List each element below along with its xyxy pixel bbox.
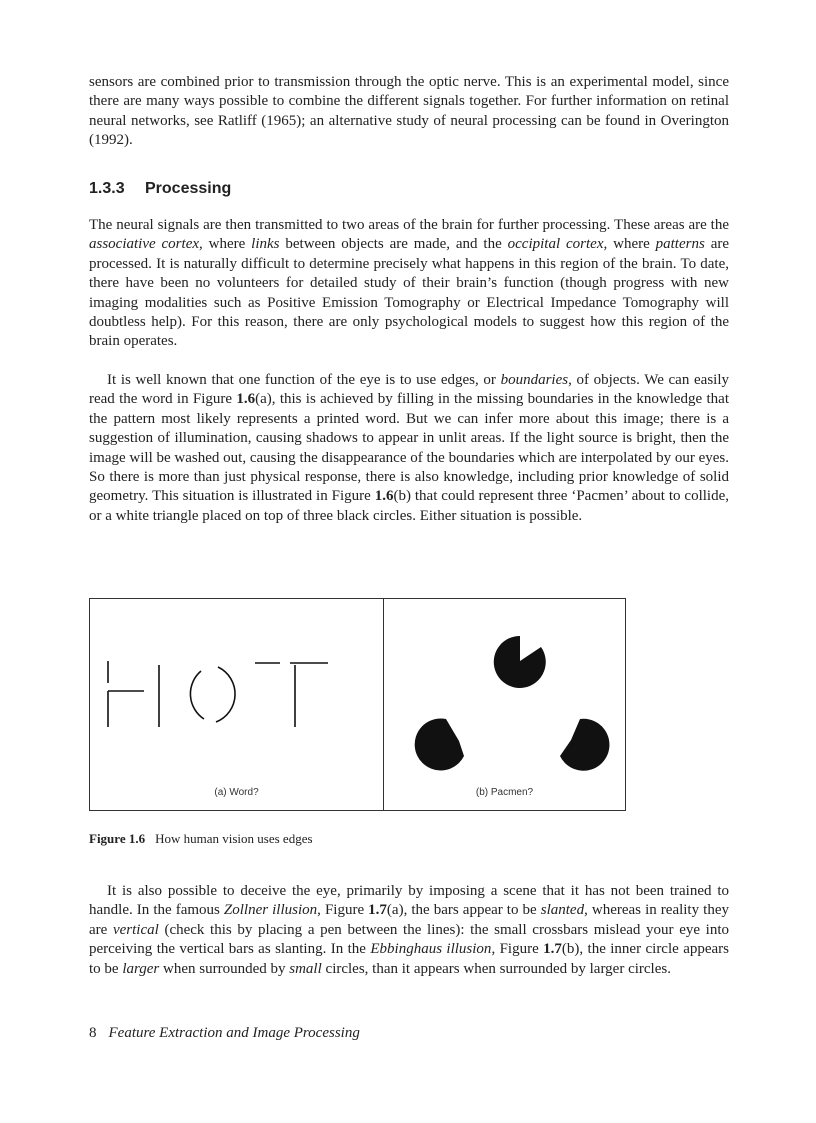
page-number: 8 xyxy=(89,1025,97,1041)
paragraph-processing: The neural signals are then transmitted to two areas of the brain for further processing. These areas are the associative cortex, where links between objects are made, and the occipital cortex, where patterns are processed. It is naturally difficult to determine precisely what happens in this region of the brain. To date, there have been no volunteers for detailed study of their brain’s function (though progress with new imaging modalities such as Positive Emission Tomography or Electrical Impedance Tomography will doubtless help). For this reason, there are only psychological models to suggest how this region of the brain operates. xyxy=(89,217,729,350)
paragraph-edges: It is well known that one function of the eye is to use edges, or boundaries, of objects. We can easily read the word in Figure 1.6(a), this is achieved by filling in the missing boundaries in the knowledge that the pattern most likely represents a printed word. But we can infer more about this image; there is a suggestion of illumination, causing shadows to appear in unlit areas. If the light source is bright, then the image will be washed out, causing the disappearance of the boundaries which are interpolated by our eyes. So there is more than just physical response, there is also knowledge, including prior knowledge of solid geometry. This situation is illustrated in Figure 1.6(b) that could represent three ‘Pacmen’ about to collide, or a white triangle placed on top of three black circles. Either situation is possible. xyxy=(89,372,729,524)
book-title: Feature Extraction and Image Processing xyxy=(108,1025,360,1041)
section-number: 1.3.3 xyxy=(89,180,125,197)
pacman-left xyxy=(415,718,464,770)
pacman-right xyxy=(560,719,609,771)
figure-ref: 1.6 xyxy=(374,488,394,505)
pacman-top xyxy=(494,636,546,688)
panel-word xyxy=(90,599,384,810)
o-arc xyxy=(190,671,204,719)
pacmen-illustration xyxy=(384,599,624,810)
panel-pacmen xyxy=(384,599,625,810)
figure-ref: 1.7 xyxy=(368,902,387,919)
figure-label-a: (a) Word? xyxy=(214,787,259,798)
o-arc xyxy=(216,667,235,722)
figure-ref: 1.7 xyxy=(543,941,562,958)
figure-caption xyxy=(89,831,313,847)
caption-text: How human vision uses edges xyxy=(155,831,313,846)
paragraph-illusions: It is also possible to deceive the eye, primarily by imposing a scene that it has not been trained to handle. In the famous Zollner illusion, Figure 1.7(a), the bars appear to be slanted, whereas in reality they are vertical (check this by placing a pen between the lines): the small crossbars mislead your eye into perceiving the vertical bars as slanting. In the Ebbinghaus illusion, Figure 1.7(b), the inner circle appears to be larger when surrounded by small circles, than it appears when surrounded by larger circles. xyxy=(89,883,730,977)
section-title: Processing xyxy=(145,180,232,197)
caption-label: Figure 1.6 xyxy=(89,831,146,846)
figure-1-6 xyxy=(89,598,626,811)
figure-ref: 1.6 xyxy=(236,391,256,408)
page-footer xyxy=(89,1025,360,1042)
section-heading xyxy=(89,180,231,198)
hot-word-illustration xyxy=(90,599,382,810)
paragraph-intro: sensors are combined prior to transmission through the optic nerve. This is an experimental model, since there are many ways possible to combine the different signals together. For further information on retinal neural networks, see Ratliff (1965); an alternative study of neural processing can be found in Overington (1992). xyxy=(89,74,729,149)
figure-label-b: (b) Pacmen? xyxy=(475,787,534,798)
